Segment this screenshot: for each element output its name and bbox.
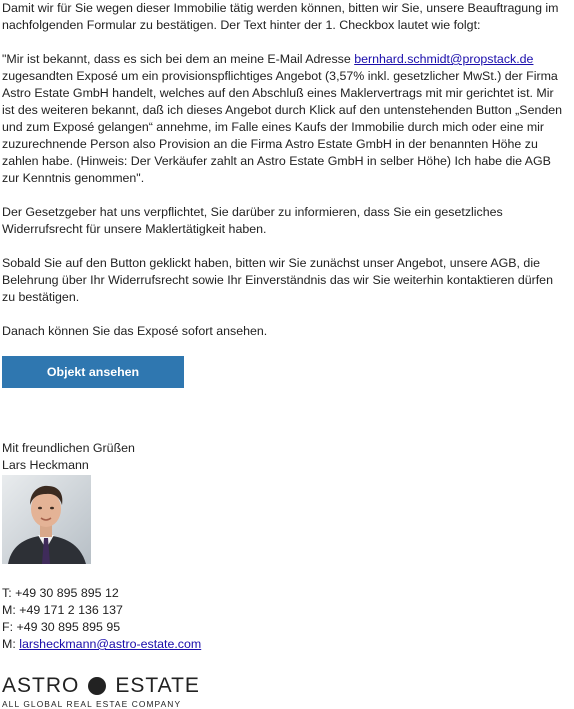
signature-phone: T: +49 30 895 895 12 [2,586,119,600]
logo-wordmark [2,674,202,698]
agent-portrait-image [2,475,91,564]
after-info-paragraph: Danach können Sie das Exposé sofort ansehen. [2,324,268,338]
logo-word-astro: ASTRO [2,674,80,697]
agent-portrait-photo [2,475,91,564]
logo-tagline: ALL GLOBAL REAL ESTAE COMPANY [2,699,182,709]
signature-greeting: Mit freundlichen Grüßen [2,441,135,455]
logo-dot-icon [88,677,106,695]
signature-mobile: M: +49 171 2 136 137 [2,603,123,617]
logo-word-estate: ESTATE [115,674,200,697]
recipient-email-link[interactable]: bernhard.schmidt@propstack.de [354,52,534,66]
intro-paragraph: Damit wir für Sie wegen dieser Immobilie tätig werden können, bitten wir Sie, unsere Beauftragung im nachfolgenden Formular zu bestätigen. Der Text hinter der 1. Checkbox lautet wie folgt: [2,1,559,32]
signature-mail-prefix: M: [2,637,20,651]
agent-email-link[interactable]: larsheckmann@astro-estate.com [19,637,202,651]
view-property-button[interactable]: Objekt ansehen [2,356,184,388]
quote-paragraph [2,51,564,187]
signature-mail-line [2,636,564,653]
signature-name: Lars Heckmann [2,458,89,472]
signature-fax: F: +49 30 895 895 95 [2,620,121,634]
quote-text-after: zugesandten Exposé um ein provisionspflichtiges Angebot (3,57% inkl. gesetzlicher MwSt.) der Firma Astro Estate GmbH handelt, welches auf den Abschluß eines Maklervertrags mit mir gerichtet ist. Mir ist des weiteren bekannt, daß ich dieses Angebot durch Klick auf den untenstehenden Button „Senden und zum Exposé gelangen“ annehme, im Falle eines Kaufs der Immobilie durch mich oder eine mir zuzurechnende Person also Provision an die Firma Astro Estate GmbH in der benannten Höhe zu zahlen habe. (Hinweis: Der Verkäufer zahlt an Astro Estate GmbH in selber Höhe) Ich habe die AGB zur Kenntnis genommen". [2,69,563,185]
confirm-info-paragraph: Sobald Sie auf den Button geklickt haben, bitten wir Sie zunächst unser Angebot, unsere AGB, die Belehrung über Ihr Widerrufsrecht sowie Ihr Einverständnis das wir Sie weiterhin kontaktieren dürfen zu bestätigen. [2,256,553,304]
quote-text-before: "Mir ist bekannt, dass es sich bei dem an meine E-Mail Adresse [2,52,355,66]
withdrawal-info-paragraph: Der Gesetzgeber hat uns verpflichtet, Sie darüber zu informieren, dass Sie ein gesetzliches Widerrufsrecht für unsere Maklertätigkeit haben. [2,205,503,236]
astro-estate-logo [2,674,202,707]
